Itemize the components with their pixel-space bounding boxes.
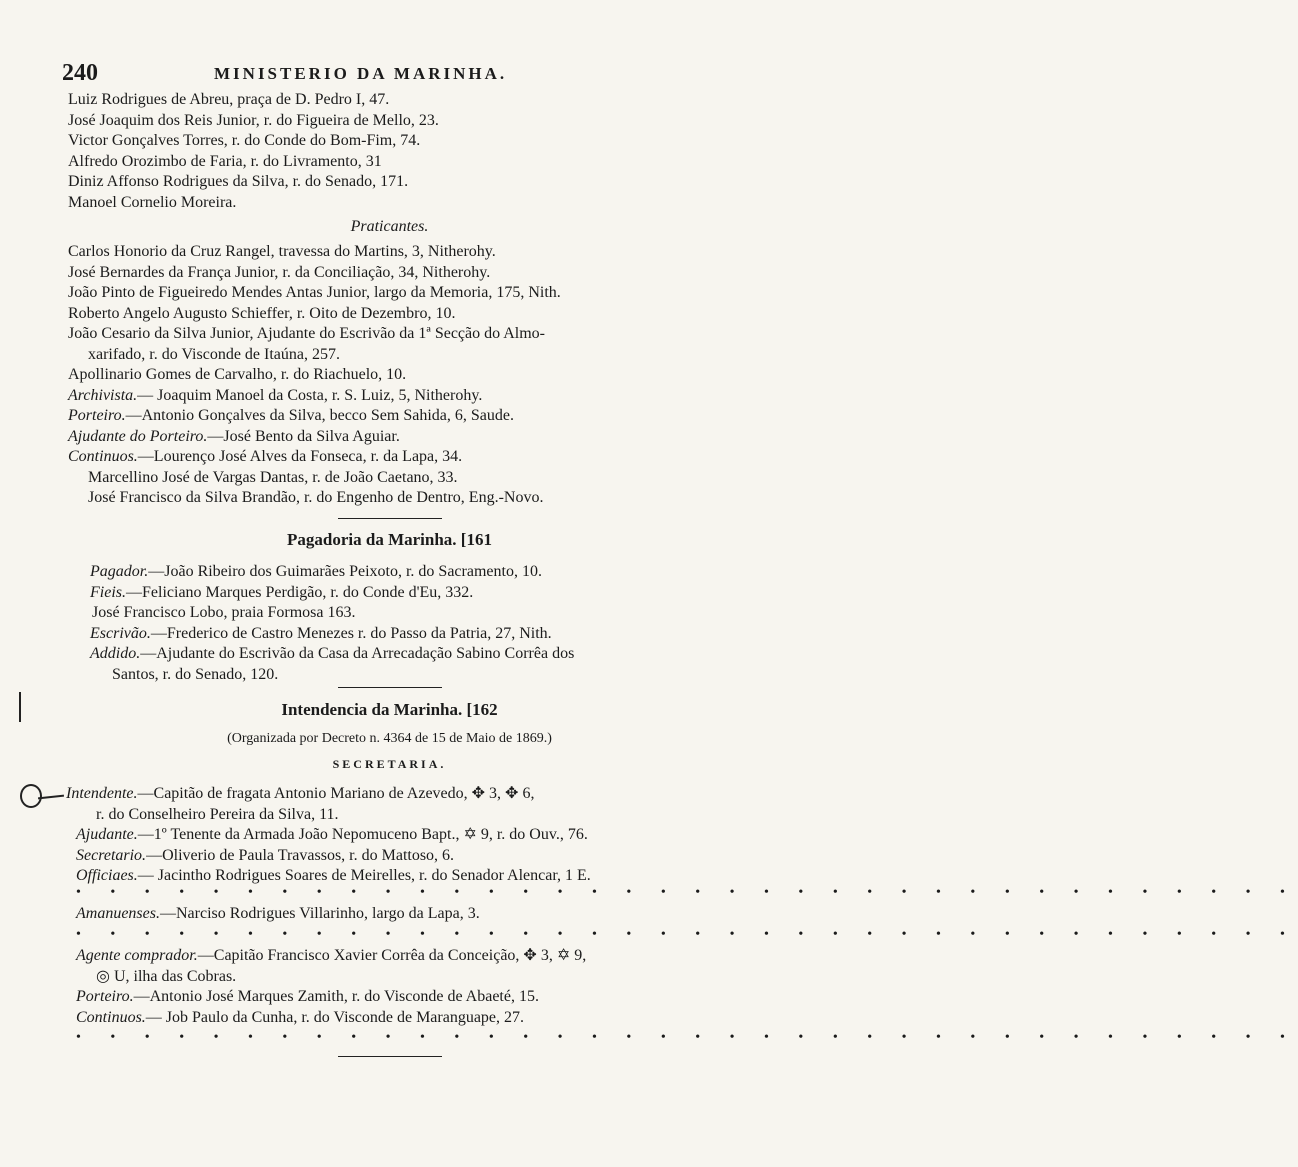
running-title: MINISTERIO DA MARINHA. [214, 64, 508, 83]
list-item: José Joaquim dos Reis Junior, r. do Figueira de Mello, 23. [68, 111, 439, 129]
top-list [0, 90, 779, 213]
list-item-continuation: Santos, r. do Senado, 120. [112, 665, 279, 683]
continuos-entry [0, 447, 779, 468]
page-number: 240 [62, 60, 98, 86]
amanuenses-entry [0, 904, 779, 925]
fieis-entry [0, 583, 779, 604]
entry-text: — Joaquim Manoel da Costa, r. S. Luiz, 5, Nitherohy. [137, 386, 483, 404]
list-item: José Francisco Lobo, praia Formosa 163. [92, 604, 356, 621]
list-item: Marcellino José de Vargas Dantas, r. de João Caetano, 33. [88, 468, 458, 486]
list-item: Apollinario Gomes de Carvalho, r. do Riachuelo, 10. [68, 366, 407, 383]
porteiro-entry [0, 406, 779, 427]
entry-text: —Capitão de fragata Antonio Mariano de Azevedo, ✥ 3, ✥ 6, [137, 785, 535, 802]
role-label: Amanuenses. [76, 905, 160, 922]
list-item-continuation: r. do Conselheiro Pereira da Silva, 11. [96, 805, 339, 823]
section-divider [338, 1056, 442, 1057]
praticantes-heading: Praticantes. [350, 218, 429, 235]
list-item: João Pinto de Figueiredo Mendes Antas Junior, largo da Memoria, 175, Nith. [68, 284, 561, 301]
secretaria-heading: SECRETARIA. [332, 757, 447, 771]
role-label: Continuos. [76, 1008, 146, 1026]
role-label: Agente comprador. [76, 947, 198, 964]
entry-text: —Antonio Gonçalves da Silva, becco Sem Sahida, 6, Saude. [125, 407, 514, 424]
section-divider [338, 687, 442, 688]
entry-text: —Lourenço José Alves da Fonseca, r. da Lapa, 34. [137, 448, 463, 465]
list-item: Manoel Cornelio Moreira. [68, 193, 237, 211]
entry-text: —Ajudante do Escrivão da Casa da Arrecadação Sabino Corrêa dos [140, 645, 575, 662]
role-label: Ajudante. [76, 826, 138, 843]
secretario-entry [0, 846, 779, 867]
list-item: José Bernardes da França Junior, r. da Conciliação, 34, Nitherohy. [68, 263, 491, 281]
entry-text: —João Ribeiro dos Guimarães Peixoto, r. do Sacramento, 10. [148, 563, 542, 580]
section-divider [338, 518, 442, 519]
entry-text: —1º Tenente da Armada João Nepomuceno Bapt., ✡ 9, r. do Ouv., 76. [137, 826, 588, 843]
role-label: Pagador. [90, 563, 149, 580]
officiaes-entry [0, 866, 779, 887]
list-item-continuation: xarifado, r. do Visconde de Itaúna, 257. [88, 345, 341, 363]
entry-text: — Jacintho Rodrigues Soares de Meirelles, r. do Senador Alencar, 1 E. [137, 867, 591, 884]
ajudante-entry [0, 825, 779, 846]
page-header [62, 60, 702, 86]
list-item: Diniz Affonso Rodrigues da Silva, r. do Senado, 171. [68, 173, 409, 190]
porteiro-entry [0, 987, 779, 1008]
list-item: José Francisco da Silva Brandão, r. do Engenho de Dentro, Eng.-Novo. [88, 489, 544, 506]
list-item: João Cesario da Silva Junior, Ajudante do Escrivão da 1ª Secção do Almo- [68, 325, 546, 342]
entry-text: —Oliverio de Paula Travassos, r. do Mattoso, 6. [146, 846, 455, 864]
intendencia-list [0, 784, 779, 887]
pagadoria-heading: Pagadoria da Marinha. [161 [287, 530, 492, 549]
pagadoria-list [0, 562, 779, 685]
list-item: Victor Gonçalves Torres, r. do Conde do Bom-Fim, 74. [68, 132, 421, 149]
list-item: Roberto Angelo Augusto Schieffer, r. Oito de Dezembro, 10. [68, 304, 456, 322]
role-label: Porteiro. [76, 988, 134, 1005]
dot-leader: • • • • • • • • • • • • • • • • • • • • • • • • • • • • • • • • • • • • [76, 885, 1298, 900]
entry-text: —Frederico de Castro Menezes r. do Passo da Patria, 27, Nith. [150, 624, 552, 642]
role-label: Fieis. [90, 583, 126, 601]
praticantes-list [0, 242, 779, 509]
role-label: Officiaes. [76, 867, 138, 884]
archivista-entry [0, 386, 779, 407]
entry-text: —José Bento da Silva Aguiar. [207, 427, 400, 445]
role-label: Escrivão. [90, 624, 151, 642]
amanuenses-block [0, 904, 779, 925]
intendencia-heading: Intendencia da Marinha. [162 [281, 700, 498, 719]
role-label: Porteiro. [68, 407, 126, 424]
addido-entry [0, 644, 779, 665]
intendente-entry [0, 784, 779, 805]
entry-text: —Capitão Francisco Xavier Corrêa da Conceição, ✥ 3, ✡ 9, [197, 947, 587, 964]
entry-text: —Narciso Rodrigues Villarinho, largo da Lapa, 3. [159, 905, 480, 922]
continuos-entry [0, 1008, 779, 1029]
entry-text: —Antonio José Marques Zamith, r. do Visconde de Abaeté, 15. [133, 988, 539, 1005]
role-label: Archivista. [68, 386, 138, 404]
list-item: Luiz Rodrigues de Abreu, praça de D. Pedro I, 47. [68, 91, 390, 108]
pagador-entry [0, 562, 779, 583]
ajudante-porteiro-entry [0, 427, 779, 448]
entry-text: —Feliciano Marques Perdigão, r. do Conde d'Eu, 332. [126, 583, 474, 601]
agente-entry [0, 946, 779, 967]
role-label: Intendente. [66, 785, 138, 802]
dot-leader: • • • • • • • • • • • • • • • • • • • • • • • • • • • • • • • • • • • • [76, 927, 1298, 942]
role-label: Continuos. [68, 448, 138, 465]
list-item-continuation: ◎ U, ilha das Cobras. [96, 967, 237, 985]
entry-text: — Job Paulo da Cunha, r. do Visconde de Maranguape, 27. [145, 1008, 525, 1026]
dot-leader: • • • • • • • • • • • • • • • • • • • • • • • • • • • • • • • • • • • • [76, 1030, 1298, 1045]
escrivao-entry [0, 624, 779, 645]
intendencia-list-2 [0, 946, 779, 1028]
list-item: Carlos Honorio da Cruz Rangel, travessa do Martins, 3, Nitherohy. [68, 243, 496, 260]
role-label: Ajudante do Porteiro. [68, 427, 208, 445]
role-label: Addido. [90, 645, 141, 662]
role-label: Secretario. [76, 846, 147, 864]
list-item: Alfredo Orozimbo de Faria, r. do Livramento, 31 [68, 152, 382, 170]
intendencia-subheading: (Organizada por Decreto n. 4364 de 15 de Maio de 1869.) [227, 731, 552, 746]
